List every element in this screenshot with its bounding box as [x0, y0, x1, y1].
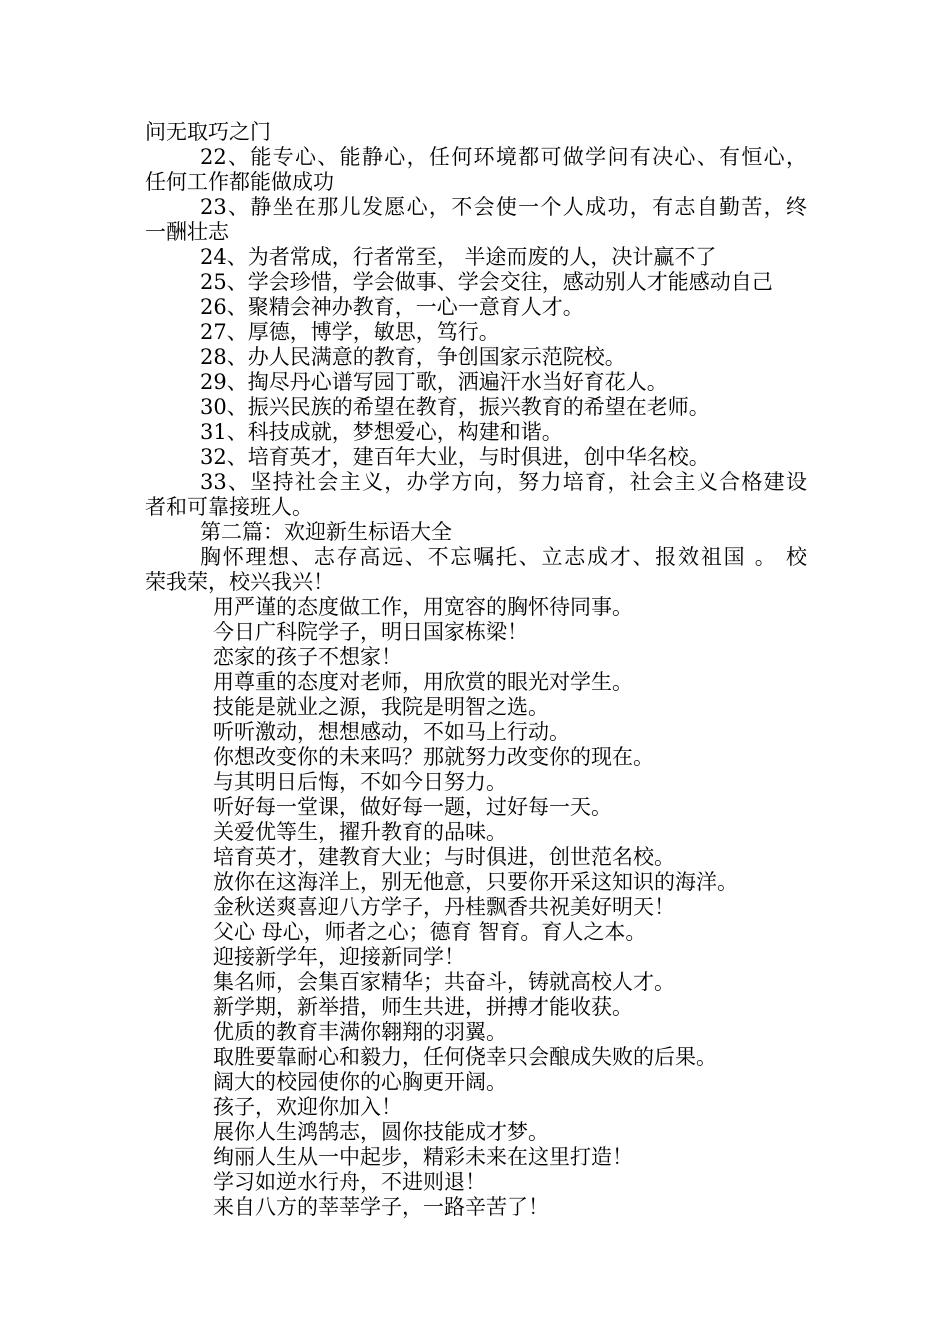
- slogan-line: 听听激动，想想感动，不如马上行动。: [213, 720, 570, 744]
- list-item: 27、厚德，博学，敏思，笃行。: [200, 320, 500, 344]
- document-body: [145, 120, 807, 1220]
- slogan-line: 父心 母心，师者之心；德育 智育。育人之本。: [213, 920, 647, 944]
- slogan-line: 技能是就业之源，我院是明智之选。: [213, 695, 549, 719]
- list-item: 28、办人民满意的教育，争创国家示范院校。: [200, 345, 626, 369]
- text-line: 荣我荣，校兴我兴！: [145, 570, 334, 594]
- slogan-line: 来自八方的莘莘学子，一路辛苦了！: [213, 1195, 549, 1219]
- slogan-line: 优质的教育丰满你翱翔的羽翼。: [213, 1020, 507, 1044]
- text-line: 23、静坐在那儿发愿心，不会使一个人成功，有志自勤苦，终: [200, 195, 807, 219]
- list-item: 31、科技成就，梦想爱心，构建和谐。: [200, 420, 563, 444]
- slogan-line: 展你人生鸿鹄志，圆你技能成才梦。: [213, 1120, 549, 1144]
- slogan-line: 孩子，欢迎你加入！: [213, 1095, 402, 1119]
- slogan-line: 培育英才，建教育大业；与时俱进，创世范名校。: [213, 845, 675, 869]
- slogan-line: 你想改变你的未来吗？那就努力改变你的现在。: [213, 745, 654, 769]
- text-line: 问无取巧之门: [145, 120, 271, 144]
- text-line: 33、坚持社会主义，办学方向，努力培育，社会主义合格建设: [200, 470, 807, 494]
- list-item: 29、掏尽丹心谱写园丁歌，洒遍汗水当好育花人。: [200, 370, 668, 394]
- slogan-line: 今日广科院学子，明日国家栋梁！: [213, 620, 528, 644]
- slogan-line: 恋家的孩子不想家！: [213, 645, 402, 669]
- slogan-line: 金秋送爽喜迎八方学子，丹桂飘香共祝美好明天！: [213, 895, 675, 919]
- list-item: [145, 145, 807, 195]
- slogan-line: 与其明日后悔，不如今日努力。: [213, 770, 507, 794]
- slogan-line: 用严谨的态度做工作，用宽容的胸怀待同事。: [213, 595, 633, 619]
- slogan-line: 学习如逆水行舟，不进则退！: [213, 1170, 486, 1194]
- text-line: 胸怀理想、志存高远、不忘嘱托、立志成才、报效祖国 。 校: [200, 545, 807, 569]
- slogan-line: 用尊重的态度对老师，用欣赏的眼光对学生。: [213, 670, 633, 694]
- list-item: 26、聚精会神办教育，一心一意育人才。: [200, 295, 584, 319]
- slogan-line: 放你在这海洋上，别无他意，只要你开采这知识的海洋。: [213, 870, 738, 894]
- list-item: [145, 195, 807, 245]
- list-item: 32、培育英才，建百年大业，与时俱进，创中华名校。: [200, 445, 710, 469]
- slogan-line: 绚丽人生从一中起步，精彩未来在这里打造！: [213, 1145, 633, 1169]
- slogan-line: 取胜要靠耐心和毅力，任何侥幸只会酿成失败的后果。: [213, 1045, 717, 1069]
- list-item: [145, 470, 807, 520]
- text-line: 者和可靠接班人。: [145, 495, 313, 519]
- slogan-line: 集名师，会集百家精华；共奋斗，铸就高校人才。: [213, 970, 675, 994]
- text-line: 22、能专心、能静心，任何环境都可做学问有决心、有恒心，: [200, 145, 807, 169]
- text-line: 一酬壮志: [145, 220, 229, 244]
- slogan-line: 迎接新学年，迎接新同学！: [213, 945, 465, 969]
- list-item: 24、为者常成，行者常至， 半途而废的人，决计赢不了: [200, 245, 717, 269]
- text-line: 任何工作都能做成功: [145, 170, 334, 194]
- list-item: 25、学会珍惜，学会做事、学会交往，感动别人才能感动自己: [200, 270, 773, 294]
- slogan-line: 关爱优等生，擢升教育的品味。: [213, 820, 507, 844]
- slogan-line: 阔大的校园使你的心胸更开阔。: [213, 1070, 507, 1094]
- section-intro: [145, 545, 807, 595]
- section-heading: 第二篇：欢迎新生标语大全: [200, 520, 452, 544]
- slogan-line: 新学期，新举措，师生共进，拼搏才能收获。: [213, 995, 633, 1019]
- list-item: 30、振兴民族的希望在教育，振兴教育的希望在老师。: [200, 395, 710, 419]
- slogan-line: 听好每一堂课，做好每一题，过好每一天。: [213, 795, 612, 819]
